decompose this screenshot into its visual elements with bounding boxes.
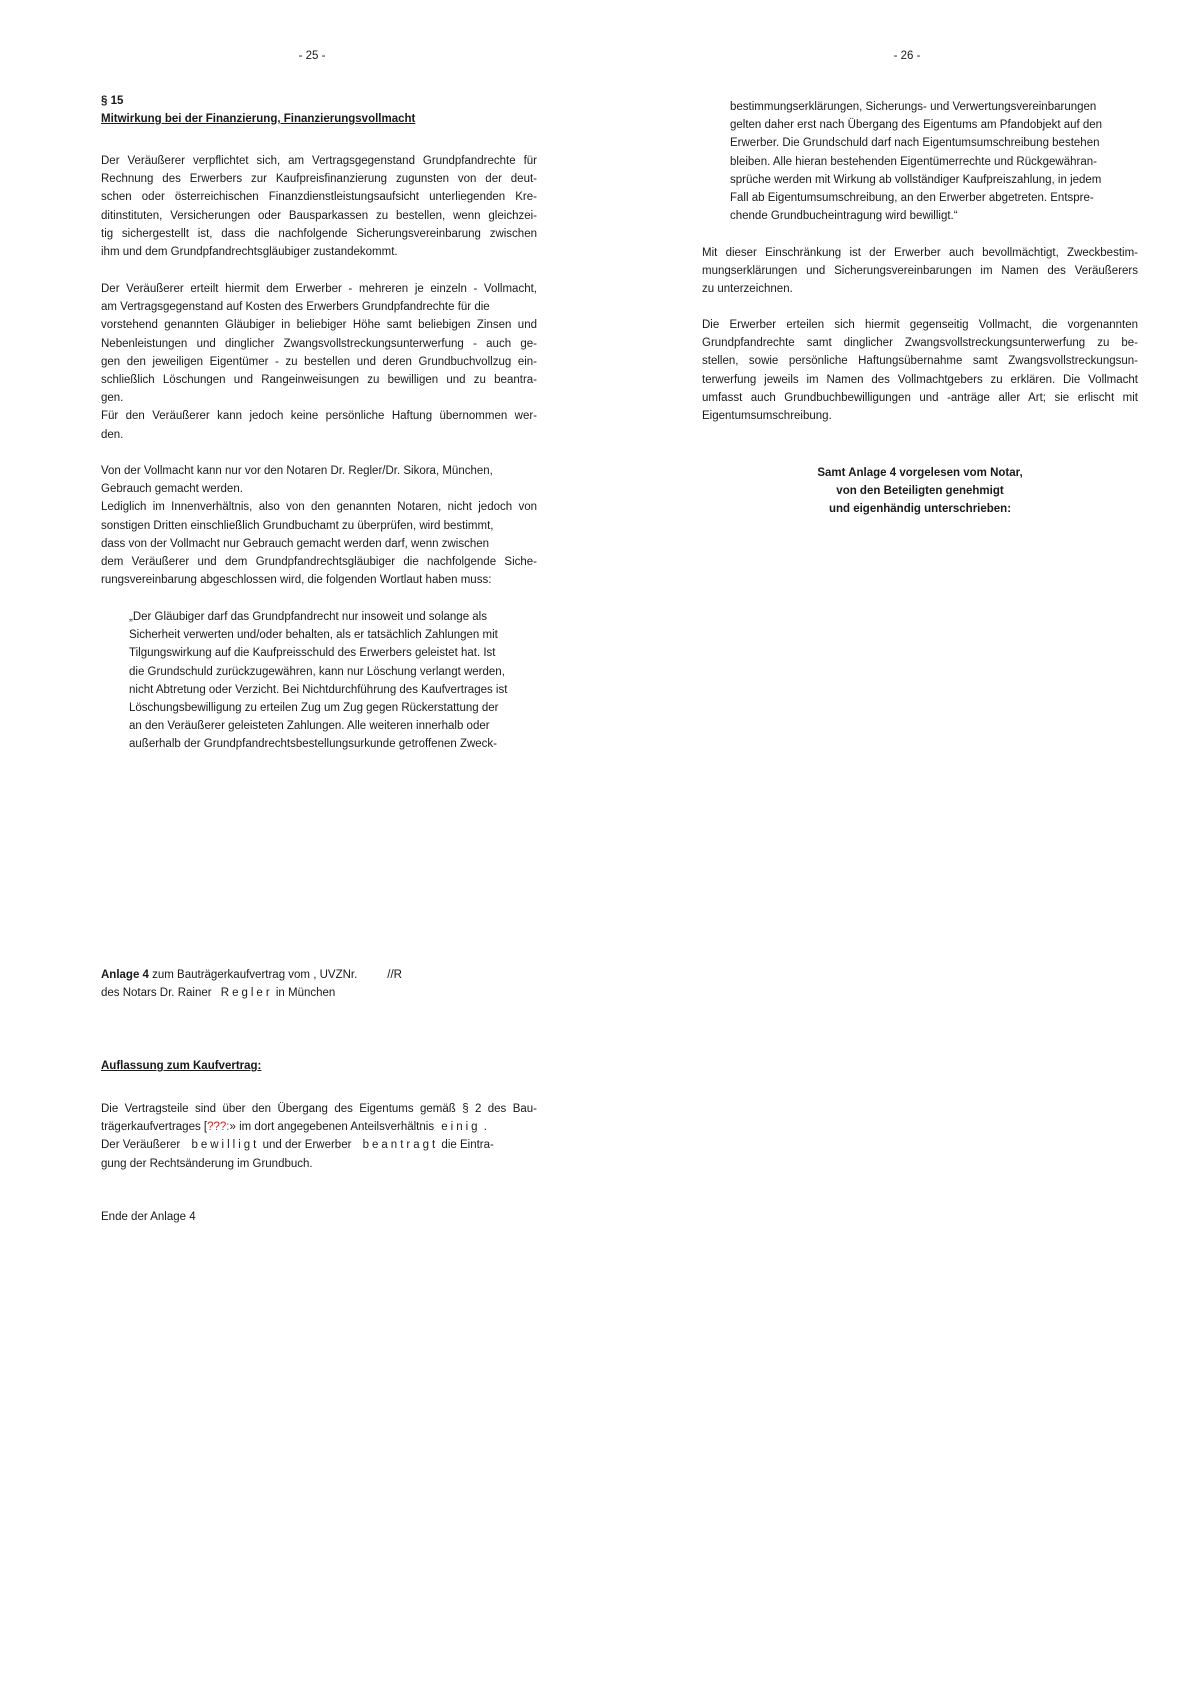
text-line: am Vertragsgegenstand auf Kosten des Erwerbers Grundpfandrechte für die: [101, 301, 490, 314]
paragraph-notary-restriction: [101, 462, 537, 589]
text-line: Für den Veräußerer kann jedoch keine persönliche Haftung übernommen wer-: [101, 410, 537, 423]
annex-line-2: [101, 984, 537, 1002]
quote-line: Löschungsbewilligung zu erteilen Zug um Zug gegen Rückerstattung der: [129, 702, 499, 715]
quote-line: Tilgungswirkung auf die Kaufpreisschuld des Erwerbers geleistet hat. Ist: [129, 647, 496, 660]
quote-line: „Der Gläubiger darf das Grundpfandrecht nur insoweit und solange als: [129, 611, 487, 623]
text-line: [101, 1136, 537, 1154]
text-line: ditinstituten, Versicherungen oder Bausparkassen zu bestellen, wenn gleichzei-: [101, 209, 537, 222]
text-line: Nebenleistungen und dinglicher Zwangsvollstreckungsunterwerfung - auch ge-: [101, 337, 537, 350]
text-segment: trägerkaufvertrages [: [101, 1121, 208, 1134]
text-line: terwerfung jeweils im Namen des Vollmachtgebers zu erklären. Die Vollmacht: [702, 373, 1138, 386]
closing-line: von den Beteiligten genehmigt: [836, 485, 1004, 498]
text-line: Eigentumsumschreibung.: [702, 410, 832, 423]
text-segment: » im dort angegebenen Anteilsverhältnis: [229, 1121, 438, 1134]
text-line: Gebrauch gemacht werden.: [101, 483, 243, 496]
text-segment: und der Erwerber: [259, 1139, 355, 1152]
text-line: Rechnung des Erwerbers zur Kaufpreisfinanzierung zugunsten von der deut-: [101, 173, 537, 186]
closing-line: und eigenhändig unterschrieben:: [828, 503, 1012, 516]
paragraph-financing-obligation: [101, 152, 537, 261]
quote-line: Sicherheit verwerten und/oder behalten, als er tatsächlich Zahlungen mit: [129, 629, 498, 642]
text-line: ihm und dem Grundpfandrechtsgläubiger zustandekommt.: [101, 246, 398, 259]
text-line: umfasst auch Grundbuchbewilligungen und -anträge aller Art; sie erlischt mit: [702, 391, 1138, 404]
text-line: stellen, sowie persönliche Haftungsübernahme samt Zwangsvollstreckungsun-: [702, 355, 1138, 368]
text-line: Lediglich im Innenverhältnis, also von den genannten Notaren, nicht jedoch von: [101, 501, 537, 514]
text-line: zu unterzeichnen.: [702, 283, 793, 296]
annex-notary-city: in München: [272, 987, 336, 1000]
text-line: den.: [101, 428, 124, 441]
closing-line: Samt Anlage 4 vorgelesen vom Notar,: [817, 467, 1023, 479]
text-line: Grundpfandrechte samt dinglicher Zwangsvollstreckungsunterwerfung zu be-: [702, 337, 1138, 350]
paragraph-mutual-attorney: [702, 316, 1138, 425]
quote-line: die Grundschuld zurückzugewähren, kann nur Löschung verlangt werden,: [129, 665, 505, 678]
quote-line: Fall ab Eigentumsumschreibung, an den Erwerber abgetreten. Entspre-: [730, 192, 1094, 205]
text-line: Die Erwerber erteilen sich hiermit gegenseitig Vollmacht, die vorgenannten: [702, 319, 1138, 331]
quote-security-agreement: [129, 608, 537, 754]
closing-statement: [702, 464, 1138, 519]
text-line: [101, 1118, 537, 1136]
page-25: [0, 0, 600, 1700]
text-segment: Der Veräußerer: [101, 1139, 184, 1152]
page-26: [600, 0, 1201, 1700]
text-segment: die Eintra-: [438, 1139, 494, 1152]
end-of-annex: Ende der Anlage 4: [101, 1211, 196, 1223]
annex-line-1: [101, 966, 537, 984]
text-line: tig sichergestellt ist, dass die nachfolgende Sicherungsvereinbarung zwischen: [101, 227, 537, 240]
page-number: - 25 -: [298, 50, 326, 62]
quote-line: chende Grundbucheintragung wird bewilligt.“: [730, 210, 958, 223]
quote-line: an den Veräußerer geleisteten Zahlungen. Alle weiteren innerhalb oder: [129, 720, 490, 733]
quote-line: bleiben. Alle hieran bestehenden Eigentümerrechte und Rückgewähran-: [730, 155, 1097, 168]
text-line: rungsvereinbarung abgeschlossen wird, die folgenden Wortlaut haben muss:: [101, 574, 492, 587]
text-line: dem Veräußerer und dem Grundpfandrechtsgläubiger die nachfolgende Siche-: [101, 556, 537, 569]
annex-label: Anlage 4: [101, 969, 149, 981]
auflassung-paragraph: [101, 1100, 537, 1173]
text-line: Von der Vollmacht kann nur vor den Notaren Dr. Regler/Dr. Sikora, München,: [101, 465, 493, 477]
notary-name: Regler: [220, 987, 273, 1000]
quote-line: bestimmungserklärungen, Sicherungs- und Verwertungsvereinbarungen: [730, 101, 1097, 113]
text-line: schen oder österreichischen Finanzdienstleistungsaufsicht unterliegenden Kre-: [101, 191, 537, 204]
text-line: mungserklärungen und Sicherungsvereinbarungen im Namen des Veräußerers: [702, 265, 1138, 278]
quote-line: außerhalb der Grundpfandrechtsbestellungsurkunde getroffenen Zweck-: [129, 738, 498, 751]
text-line: Der Veräußerer verpflichtet sich, am Vertragsgegenstand Grundpfandrechte für: [101, 155, 537, 167]
section-number: § 15: [101, 95, 124, 107]
text-line: Der Veräußerer erteilt hiermit dem Erwerber - mehreren je einzeln - Vollmacht,: [101, 283, 537, 295]
quote-continuation: [730, 98, 1138, 225]
text-line: Die Vertragsteile sind über den Übergang des Eigentums gemäß § 2 des Bau-: [101, 1103, 537, 1115]
text-line: gen den jeweiligen Eigentümer - zu bestellen und deren Grundbuchvollzug ein-: [101, 355, 537, 368]
section-title: Mitwirkung bei der Finanzierung, Finanzierungsvollmacht: [101, 113, 416, 125]
annex-ref-code: //R: [387, 969, 402, 981]
spaced-word: beantragt: [362, 1139, 439, 1152]
quote-line: gelten daher erst nach Übergang des Eigentums am Pfandobjekt auf den: [730, 119, 1103, 132]
text-line: gen.: [101, 392, 124, 405]
text-line: Mit dieser Einschränkung ist der Erwerber auch bevollmächtigt, Zweckbestim-: [702, 247, 1138, 259]
quote-line: sprüche werden mit Wirkung ab vollständiger Kaufpreiszahlung, in jedem: [730, 173, 1102, 186]
text-line: vorstehend genannten Gläubiger in beliebiger Höhe samt beliebigen Zinsen und: [101, 319, 537, 332]
annex-header: [101, 966, 537, 1002]
text-line: gung der Rechtsänderung im Grundbuch.: [101, 1157, 313, 1170]
text-line: dass von der Vollmacht nur Gebrauch gemacht werden darf, wenn zwischen: [101, 537, 490, 550]
annex-notary-prefix: des Notars Dr. Rainer: [101, 987, 215, 1000]
text-line: sonstigen Dritten einschließlich Grundbuchamt zu überprüfen, wird bestimmt,: [101, 519, 494, 532]
spaced-word: bewilligt: [191, 1139, 260, 1152]
text-line: schließlich Löschungen und Rangeinweisungen zu bewilligen und zu beantra-: [101, 374, 537, 387]
page-number: - 26 -: [893, 50, 921, 62]
paragraph-power-of-attorney: [101, 280, 537, 444]
paragraph-restriction: [702, 244, 1138, 299]
text-segment: .: [480, 1121, 487, 1134]
quote-line: nicht Abtretung oder Verzicht. Bei Nichtdurchführung des Kaufvertrages ist: [129, 683, 508, 696]
quote-line: Erwerber. Die Grundschuld darf nach Eigentumsumschreibung bestehen: [730, 137, 1100, 150]
placeholder-marker: ???:: [207, 1121, 230, 1134]
annex-contract-ref: zum Bauträgerkaufvertrag vom , UVZNr.: [148, 969, 358, 981]
spaced-word: einig: [441, 1121, 481, 1134]
auflassung-title: Auflassung zum Kaufvertrag:: [101, 1060, 262, 1072]
